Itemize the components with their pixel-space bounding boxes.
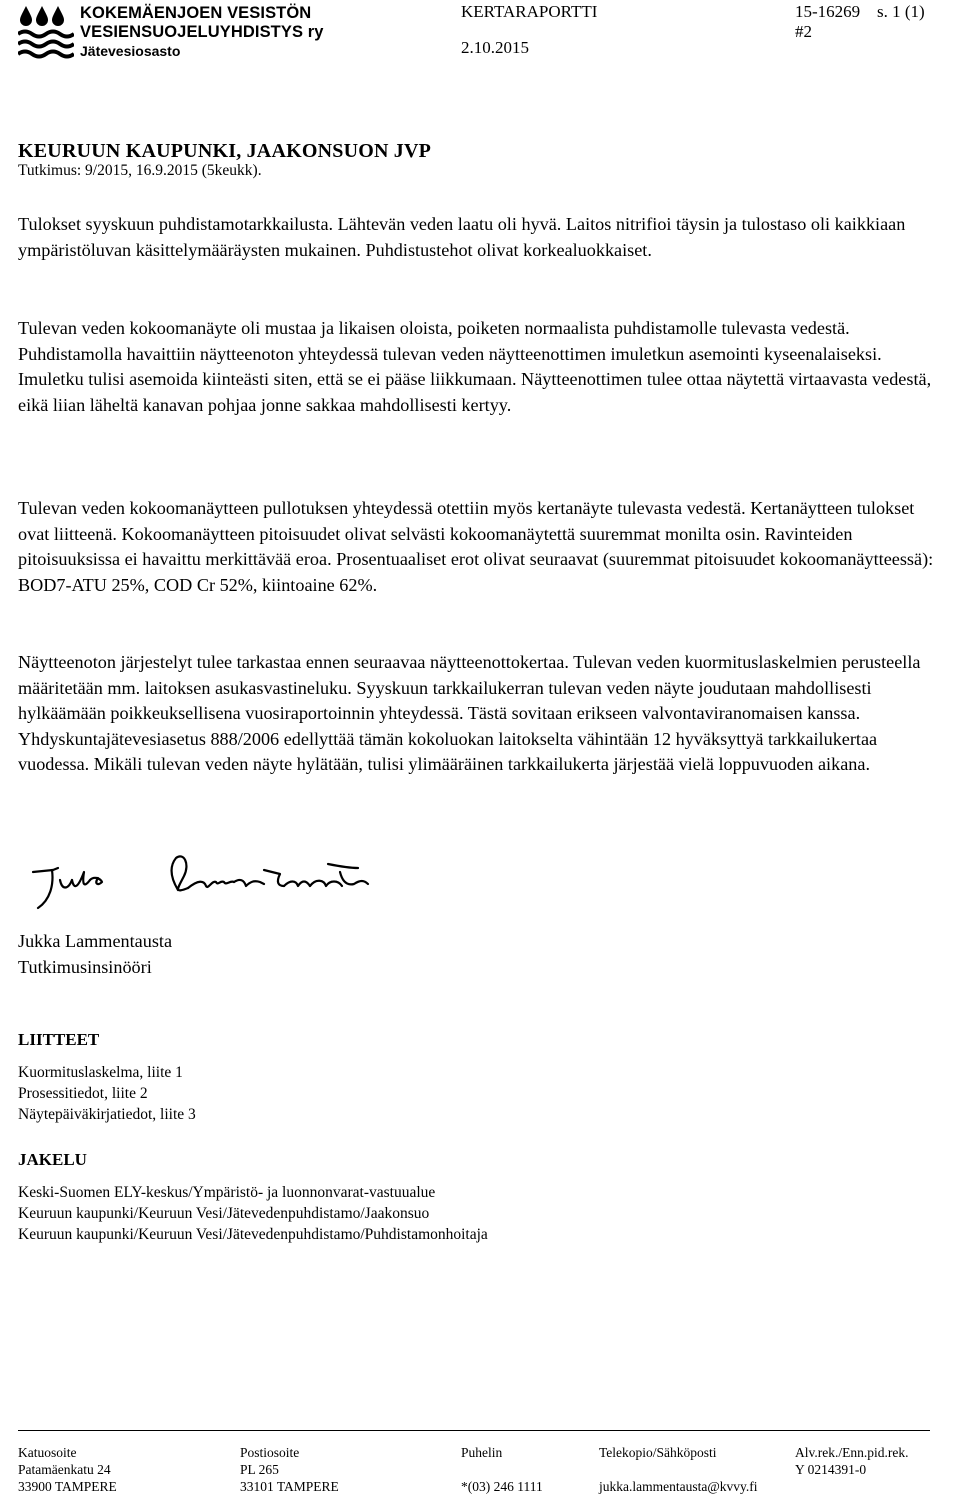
attachments-list bbox=[18, 1062, 196, 1125]
footer-postal bbox=[240, 1444, 339, 1495]
report-subtitle: Tutkimus: 9/2015, 16.9.2015 (5keukk). bbox=[18, 162, 262, 179]
document-type: KERTARAPORTTI bbox=[461, 2, 598, 21]
distribution-list bbox=[18, 1182, 488, 1245]
org-name-line1: KOKEMÄENJOEN VESISTÖN bbox=[80, 4, 312, 22]
handwritten-signature bbox=[28, 850, 378, 920]
footer-fax-label: Telekopio/Sähköposti bbox=[599, 1445, 717, 1460]
document-date: 2.10.2015 bbox=[461, 38, 529, 57]
list-item: Kuormituslaskelma, liite 1 bbox=[18, 1064, 183, 1081]
paragraph-4 bbox=[18, 650, 948, 778]
footer-address-line1: Patamäenkatu 24 bbox=[18, 1462, 111, 1477]
footer-vat-value: Y 0214391-0 bbox=[795, 1462, 867, 1477]
attachments-heading: LIITTEET bbox=[18, 1030, 100, 1049]
footer-contact bbox=[599, 1444, 758, 1495]
org-name-line2: VESIENSUOJELUYHDISTYS ry bbox=[80, 23, 324, 41]
page-number: s. 1 (1) bbox=[877, 2, 925, 21]
footer-divider bbox=[18, 1430, 930, 1431]
signer-role: Tutkimusinsinööri bbox=[18, 956, 152, 977]
footer-address bbox=[18, 1444, 117, 1495]
footer-vat-label: Alv.rek./Enn.pid.rek. bbox=[795, 1445, 909, 1460]
list-item: Keuruun kaupunki/Keuruun Vesi/Jätevedenpuhdistamo/Puhdistamonhoitaja bbox=[18, 1226, 488, 1243]
list-item: Keski-Suomen ELY-keskus/Ympäristö- ja luonnonvarat-vastuualue bbox=[18, 1184, 436, 1201]
water-drops-logo-icon bbox=[18, 4, 74, 60]
paragraph-2 bbox=[18, 316, 948, 418]
footer-postal-line1: PL 265 bbox=[240, 1462, 279, 1477]
footer-postal-label: Postiosoite bbox=[240, 1445, 300, 1460]
document-number: 15-16269 bbox=[795, 2, 861, 21]
paragraph-3 bbox=[18, 496, 948, 598]
paragraph-text: Tulevan veden kokoomanäyte oli mustaa ja likaisen oloista, poiketen normaalista puhdistamolle tulevasta vedestä. Puhdistamolla havaittiin näytteenoton yhteydessä tulevan veden näytteenottimen imuletkun asemointi kyseenalaiseksi. Imuletku tulisi asemoida kiinteästi siten, että se ei pääse liikkumaan. Näytteenottimen tulee ottaa näytettä virtaavasta vedestä, eikä liian läheltä kanavan pohjaa jonne sakkaa mahdollisesti kertyy. bbox=[18, 318, 932, 415]
signer-block bbox=[18, 929, 172, 980]
list-item: Prosessitiedot, liite 2 bbox=[18, 1085, 148, 1102]
signer-name: Jukka Lammentausta bbox=[18, 931, 173, 951]
footer-phone bbox=[461, 1444, 543, 1495]
organization-logo bbox=[18, 4, 358, 60]
list-item: Näytepäiväkirjatiedot, liite 3 bbox=[18, 1106, 196, 1123]
footer-postal-line2: 33101 TAMPERE bbox=[240, 1479, 339, 1494]
org-department: Jätevesiosasto bbox=[80, 43, 181, 59]
paragraph-text: Tulokset syyskuun puhdistamotarkkailusta. Lähtevän veden laatu oli hyvä. Laitos nitrifioi täysin ja tulostaso oli kaikkiaan ympäristöluvan käsittelymääräysten mukainen. Puhdistustehot olivat korkealuokkaiset. bbox=[18, 214, 906, 260]
footer-vat bbox=[795, 1444, 908, 1478]
footer-email[interactable]: jukka.lammentausta@kvvy.fi bbox=[599, 1479, 758, 1494]
paragraph-1 bbox=[18, 212, 948, 263]
list-item: Keuruun kaupunki/Keuruun Vesi/Jätevedenpuhdistamo/Jaakonsuo bbox=[18, 1205, 430, 1222]
footer-address-line2: 33900 TAMPERE bbox=[18, 1479, 117, 1494]
paragraph-text: Näytteenoton järjestelyt tulee tarkastaa ennen seuraavaa näytteenottokertaa. Tulevan veden kuormituslaskelmien perusteella määritetään mm. laitoksen asukasvastineluku. Syyskuun tarkkailukerran tulevan veden näyte joudutaan mahdollisesti hylkäämään poikkeuksellisena vuosiraportoinnin yhteydessä. Tästä sovitaan erikseen valvontaviranomaisen kanssa. Yhdyskuntajätevesiasetus 888/2006 edellyttää tämän kokoluokan laitokselta vähintään 12 hyväksyttyä tarkkailukertaa vuodessa. Mikäli tulevan veden näyte hylätään, tulisi ylimääräinen tarkkailukerta järjestää vielä loppuvuoden aikana. bbox=[18, 652, 921, 775]
footer-phone-value: *(03) 246 1111 bbox=[461, 1479, 543, 1494]
distribution-heading: JAKELU bbox=[18, 1150, 87, 1169]
paragraph-text: Tulevan veden kokoomanäytteen pullotuksen yhteydessä otettiin myös kertanäyte tulevasta vedestä. Kertanäytteen tulokset ovat liitteenä. Kokoomanäytteen pitoisuudet olivat selvästi kokoomanäytettä suuremmat monilta osin. Ravinteiden pitoisuuksissa ei havaittu merkittävää eroa. Prosentuaaliset erot olivat seuraavat (suuremmat pitoisuudet kokoomanäytteessä): BOD7-ATU 25%, COD Cr 52%, kiintoaine 62%. bbox=[18, 498, 934, 595]
document-revision: #2 bbox=[795, 22, 812, 41]
report-title: KEURUUN KAUPUNKI, JAAKONSUON JVP bbox=[18, 140, 432, 162]
footer-address-label: Katuosoite bbox=[18, 1445, 77, 1460]
footer-phone-label: Puhelin bbox=[461, 1445, 503, 1460]
